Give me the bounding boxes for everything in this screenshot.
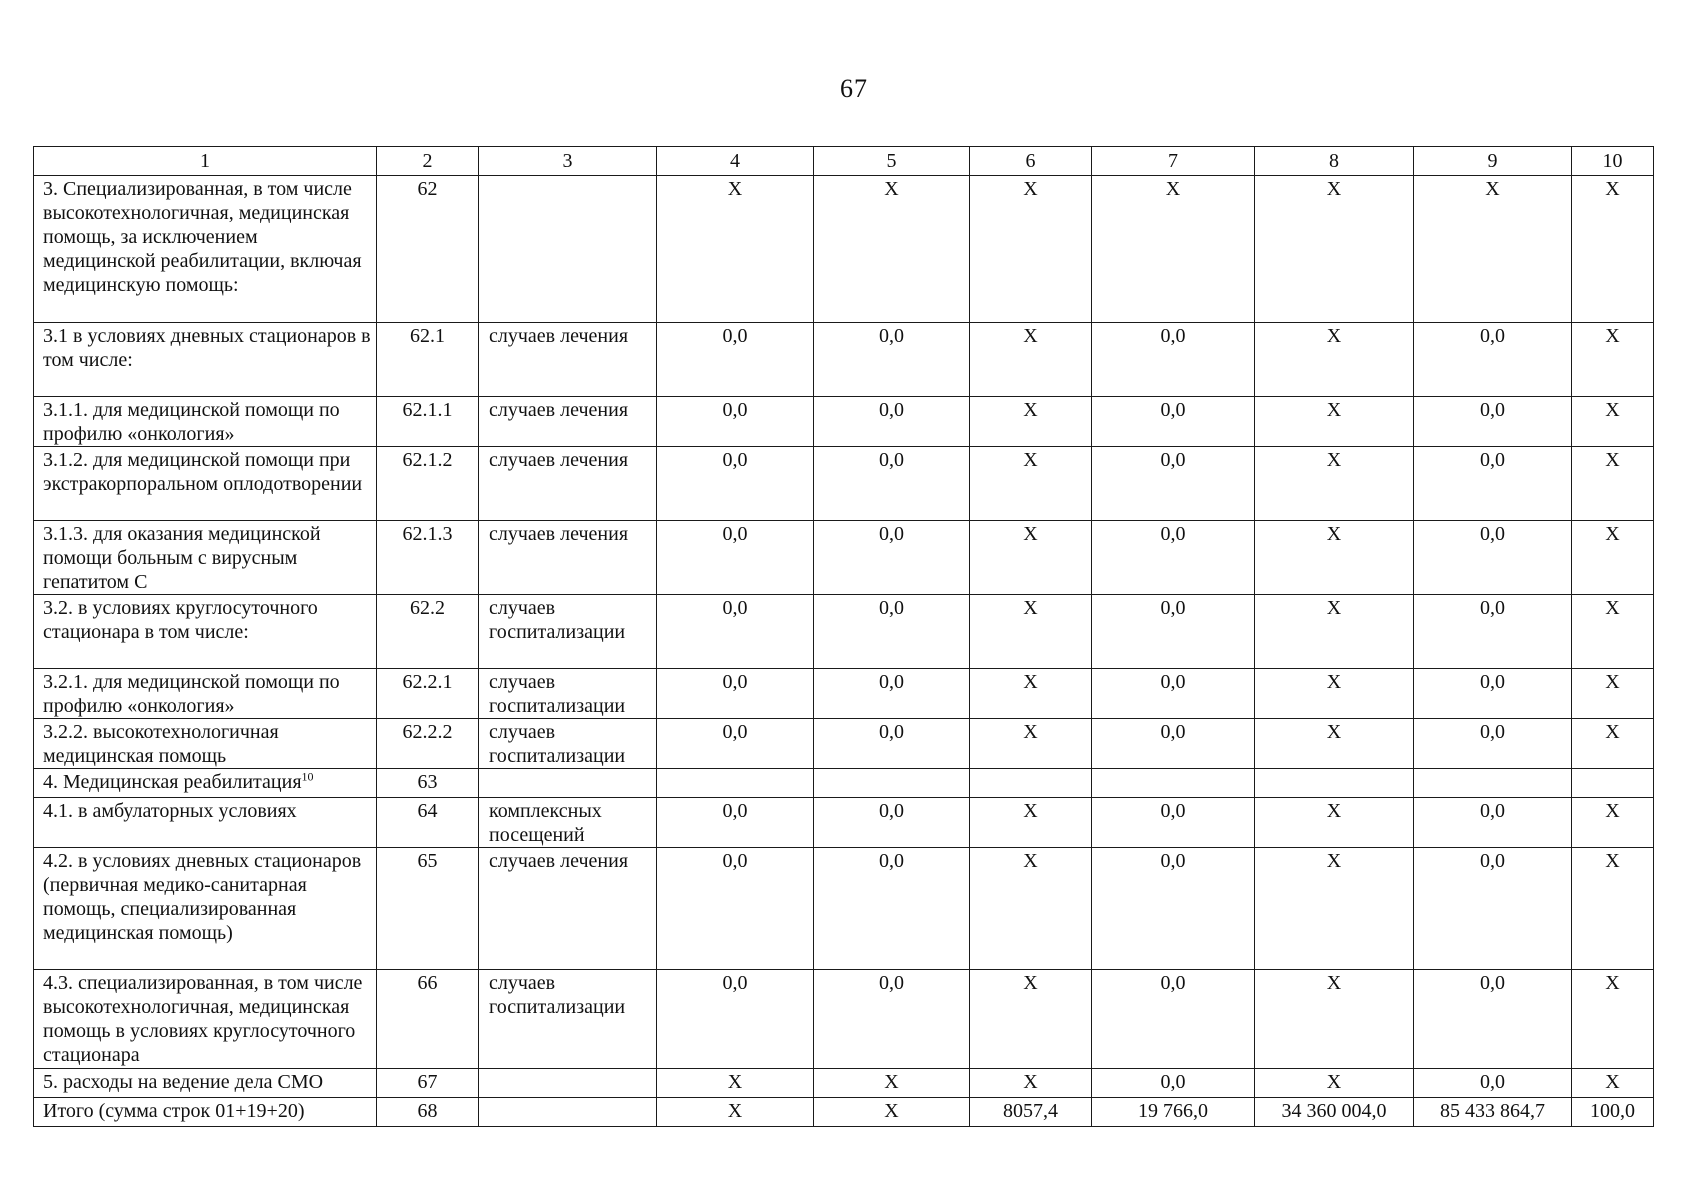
row-unit: случаев лечения — [479, 397, 657, 447]
row-code: 62.2 — [377, 595, 479, 669]
value-cell: Х — [814, 1098, 970, 1127]
column-header: 1 — [34, 147, 377, 176]
row-code: 64 — [377, 798, 479, 848]
row-unit — [479, 1098, 657, 1127]
row-title — [34, 447, 377, 521]
value-cell: Х — [970, 397, 1092, 447]
value-cell: 0,0 — [814, 848, 970, 970]
row-code: 62.1 — [377, 323, 479, 397]
table-row — [34, 397, 1654, 447]
value-cell: 0,0 — [1092, 669, 1255, 719]
row-unit: случаев лечения — [479, 521, 657, 595]
value-cell: Х — [970, 848, 1092, 970]
row-unit: комплексных посещений — [479, 798, 657, 848]
value-cell — [657, 769, 814, 798]
value-cell: Х — [970, 669, 1092, 719]
value-cell: Х — [1255, 397, 1414, 447]
row-code: 62.2.2 — [377, 719, 479, 769]
value-cell: Х — [1255, 970, 1414, 1069]
value-cell: 0,0 — [657, 447, 814, 521]
value-cell: Х — [1572, 669, 1654, 719]
row-code: 65 — [377, 848, 479, 970]
value-cell: 0,0 — [1414, 323, 1572, 397]
value-cell: Х — [657, 1069, 814, 1098]
value-cell: 0,0 — [657, 970, 814, 1069]
table-row — [34, 769, 1654, 798]
table-row — [34, 521, 1654, 595]
value-cell: Х — [1414, 176, 1572, 323]
row-code: 62 — [377, 176, 479, 323]
column-header: 8 — [1255, 147, 1414, 176]
value-cell: Х — [1572, 719, 1654, 769]
value-cell: 0,0 — [1092, 1069, 1255, 1098]
row-title-text: 3.1.3. для оказания медицинской помощи больным с вирусным гепатитом С — [43, 523, 321, 593]
value-cell: 0,0 — [1414, 669, 1572, 719]
value-cell — [1255, 769, 1414, 798]
row-title-text: 4. Медицинская реабилитация — [43, 771, 302, 793]
page-number: 67 — [840, 74, 868, 103]
row-unit: случаев лечения — [479, 447, 657, 521]
value-cell: 0,0 — [814, 595, 970, 669]
value-cell: Х — [1572, 397, 1654, 447]
column-header: 5 — [814, 147, 970, 176]
row-title-text: 3. Специализированная, в том числе высокотехнологичная, медицинская помощь, за исключением медицинской реабилитации, включая медицинскую помощь: — [43, 178, 362, 296]
row-title — [34, 176, 377, 323]
column-header: 7 — [1092, 147, 1255, 176]
footnote-mark: 10 — [301, 769, 314, 784]
value-cell: Х — [1572, 848, 1654, 970]
row-title-text: 3.2.1. для медицинской помощи по профилю «онкология» — [43, 671, 340, 717]
value-cell: 0,0 — [1092, 595, 1255, 669]
value-cell: Х — [1255, 595, 1414, 669]
value-cell: 0,0 — [1414, 848, 1572, 970]
row-code: 68 — [377, 1098, 479, 1127]
value-cell: 0,0 — [657, 521, 814, 595]
table-row — [34, 848, 1654, 970]
value-cell: 0,0 — [1414, 595, 1572, 669]
table-row — [34, 447, 1654, 521]
column-header: 3 — [479, 147, 657, 176]
value-cell: 0,0 — [1414, 1069, 1572, 1098]
value-cell: 8057,4 — [970, 1098, 1092, 1127]
row-code: 62.2.1 — [377, 669, 479, 719]
table-row — [34, 323, 1654, 397]
row-title — [34, 1069, 377, 1098]
row-unit — [479, 769, 657, 798]
value-cell: Х — [1572, 970, 1654, 1069]
table-row — [34, 669, 1654, 719]
value-cell — [970, 769, 1092, 798]
row-title-text: 3.2. в условиях круглосуточного стационара в том числе: — [43, 597, 318, 643]
value-cell: Х — [657, 176, 814, 323]
value-cell: 0,0 — [1092, 447, 1255, 521]
value-cell: 0,0 — [1092, 521, 1255, 595]
value-cell: Х — [1572, 1069, 1654, 1098]
value-cell: Х — [1255, 848, 1414, 970]
row-unit: случаев лечения — [479, 848, 657, 970]
row-code: 63 — [377, 769, 479, 798]
table-row — [34, 595, 1654, 669]
row-unit: случаев лечения — [479, 323, 657, 397]
column-header: 2 — [377, 147, 479, 176]
value-cell: 0,0 — [1092, 719, 1255, 769]
value-cell: 0,0 — [1414, 970, 1572, 1069]
value-cell: Х — [970, 447, 1092, 521]
value-cell: 0,0 — [814, 521, 970, 595]
value-cell: 0,0 — [657, 669, 814, 719]
value-cell: Х — [970, 595, 1092, 669]
row-title — [34, 719, 377, 769]
value-cell: 0,0 — [657, 397, 814, 447]
row-unit: случаев госпитализации — [479, 719, 657, 769]
value-cell — [1092, 769, 1255, 798]
value-cell: Х — [970, 798, 1092, 848]
row-title — [34, 323, 377, 397]
value-cell: 0,0 — [1092, 848, 1255, 970]
row-title-text: 3.2.2. высокотехнологичная медицинская помощь — [43, 721, 279, 767]
row-title-text: 5. расходы на ведение дела СМО — [43, 1071, 324, 1093]
table-row — [34, 176, 1654, 323]
row-title-text: 4.2. в условиях дневных стационаров (первичная медико-санитарная помощь, специализированная медицинская помощь) — [43, 850, 362, 944]
value-cell: 0,0 — [1414, 447, 1572, 521]
value-cell: 0,0 — [814, 397, 970, 447]
row-title — [34, 397, 377, 447]
row-code: 66 — [377, 970, 479, 1069]
row-title-text: Итого (сумма строк 01+19+20) — [43, 1100, 305, 1122]
row-title — [34, 1098, 377, 1127]
row-unit — [479, 176, 657, 323]
value-cell: Х — [970, 176, 1092, 323]
value-cell: 0,0 — [814, 323, 970, 397]
value-cell: Х — [970, 1069, 1092, 1098]
row-title-text: 3.1.1. для медицинской помощи по профилю «онкология» — [43, 399, 340, 445]
table-row — [34, 1069, 1654, 1098]
value-cell: Х — [970, 521, 1092, 595]
row-title — [34, 970, 377, 1069]
value-cell: Х — [1572, 447, 1654, 521]
value-cell: 19 766,0 — [1092, 1098, 1255, 1127]
value-cell: Х — [970, 970, 1092, 1069]
value-cell — [1414, 769, 1572, 798]
row-code: 62.1.1 — [377, 397, 479, 447]
value-cell: Х — [1255, 447, 1414, 521]
value-cell: 0,0 — [657, 848, 814, 970]
value-cell: 0,0 — [814, 719, 970, 769]
value-cell: Х — [1255, 719, 1414, 769]
value-cell: Х — [1092, 176, 1255, 323]
value-cell: Х — [1255, 1069, 1414, 1098]
value-cell: 100,0 — [1572, 1098, 1654, 1127]
value-cell: 0,0 — [657, 595, 814, 669]
row-title-text: 3.1.2. для медицинской помощи при экстракорпоральном оплодотворении — [43, 449, 363, 495]
column-number-row — [34, 147, 1654, 176]
value-cell: 0,0 — [657, 719, 814, 769]
column-header: 4 — [657, 147, 814, 176]
row-unit: случаев госпитализации — [479, 595, 657, 669]
value-cell: Х — [1255, 669, 1414, 719]
row-title — [34, 848, 377, 970]
row-title — [34, 798, 377, 848]
column-header: 6 — [970, 147, 1092, 176]
value-cell: Х — [1255, 521, 1414, 595]
row-title — [34, 769, 377, 798]
value-cell: 85 433 864,7 — [1414, 1098, 1572, 1127]
value-cell: 0,0 — [1414, 521, 1572, 595]
row-code: 67 — [377, 1069, 479, 1098]
row-title-text: 4.1. в амбулаторных условиях — [43, 800, 297, 822]
column-header: 10 — [1572, 147, 1654, 176]
table-row — [34, 719, 1654, 769]
value-cell: Х — [1572, 323, 1654, 397]
value-cell: Х — [1255, 798, 1414, 848]
value-cell: Х — [814, 176, 970, 323]
value-cell: 0,0 — [1414, 719, 1572, 769]
value-cell: Х — [1255, 176, 1414, 323]
value-cell: Х — [1572, 595, 1654, 669]
value-cell: 0,0 — [814, 970, 970, 1069]
row-title — [34, 595, 377, 669]
value-cell — [814, 769, 970, 798]
value-cell: Х — [1572, 798, 1654, 848]
value-cell: 34 360 004,0 — [1255, 1098, 1414, 1127]
value-cell: 0,0 — [814, 447, 970, 521]
data-table — [33, 146, 1654, 1127]
row-code: 62.1.3 — [377, 521, 479, 595]
value-cell: Х — [1255, 323, 1414, 397]
value-cell: 0,0 — [814, 669, 970, 719]
value-cell: Х — [1572, 521, 1654, 595]
row-code: 62.1.2 — [377, 447, 479, 521]
value-cell: 0,0 — [814, 798, 970, 848]
value-cell: 0,0 — [1092, 397, 1255, 447]
table-row — [34, 1098, 1654, 1127]
row-title-text: 4.3. специализированная, в том числе высокотехнологичная, медицинская помощь в условиях круглосуточного стационара — [43, 972, 363, 1066]
row-title-text: 3.1 в условиях дневных стационаров в том числе: — [43, 325, 371, 371]
value-cell: 0,0 — [1092, 798, 1255, 848]
table-row — [34, 798, 1654, 848]
value-cell: 0,0 — [657, 798, 814, 848]
value-cell: 0,0 — [1092, 970, 1255, 1069]
row-unit: случаев госпитализации — [479, 669, 657, 719]
table-row — [34, 970, 1654, 1069]
row-title — [34, 669, 377, 719]
value-cell — [1572, 769, 1654, 798]
value-cell: Х — [970, 323, 1092, 397]
value-cell: Х — [970, 719, 1092, 769]
value-cell: Х — [657, 1098, 814, 1127]
value-cell: Х — [1572, 176, 1654, 323]
value-cell: 0,0 — [1414, 798, 1572, 848]
value-cell: 0,0 — [657, 323, 814, 397]
row-unit: случаев госпитализации — [479, 970, 657, 1069]
value-cell: Х — [814, 1069, 970, 1098]
column-header: 9 — [1414, 147, 1572, 176]
value-cell: 0,0 — [1092, 323, 1255, 397]
row-unit — [479, 1069, 657, 1098]
value-cell: 0,0 — [1414, 397, 1572, 447]
row-title — [34, 521, 377, 595]
